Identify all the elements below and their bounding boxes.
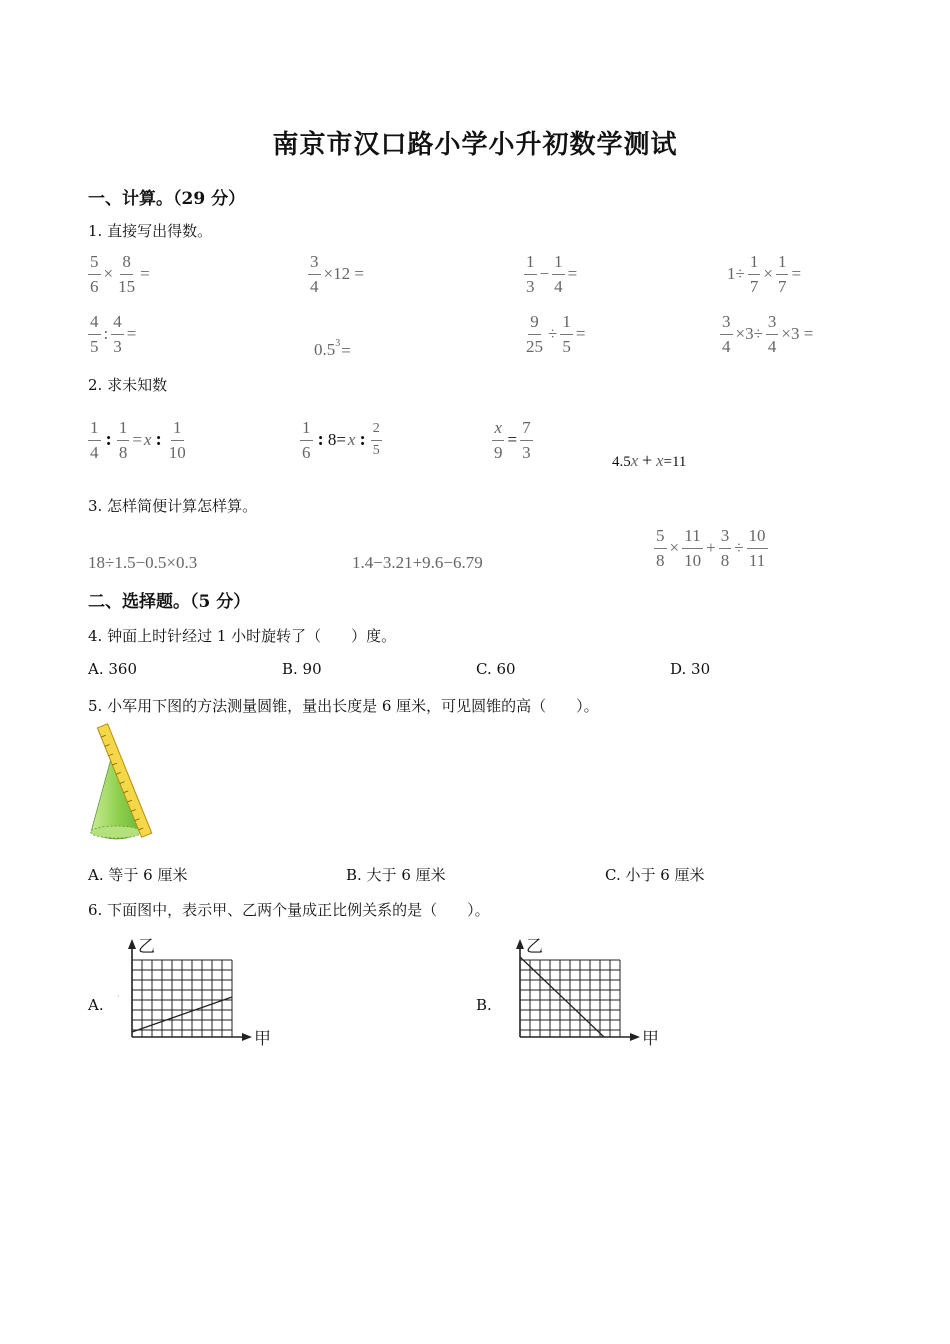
numerator: x [492,418,504,441]
q4-option-a[interactable]: A. 360 [88,660,137,678]
q4-option-c[interactable]: C. 60 [476,660,516,678]
x-axis-label: 甲 [254,1029,271,1048]
q1-expr-4 [726,252,802,296]
denominator: 4 [310,276,319,296]
operator: + [706,538,716,558]
denominator: 6 [302,442,311,462]
numerator: 4 [88,312,101,335]
operator: × [669,538,680,558]
section-2-heading: 二、选择题。（5 分） [88,592,251,612]
numerator: 1 [300,418,313,441]
equals: = [507,430,518,450]
cone-ruler-figure [86,722,166,848]
equals: = [126,324,137,344]
denominator: 5 [562,336,571,356]
denominator: 4 [722,336,731,356]
denominator: 5 [90,336,99,356]
unknown-x: x [143,430,152,450]
plus: + [642,450,653,470]
q1-prompt: 1. 直接写出得数。 [88,222,213,240]
equals: = [567,264,578,284]
operator: − [539,264,550,284]
q2-equation-2 [298,418,384,462]
q6-graph-a[interactable] [118,936,278,1048]
q1-expr-1 [86,252,151,296]
unknown-x: x [630,451,639,470]
denominator: 4 [90,442,99,462]
numerator: 1 [171,418,184,441]
denominator: 4 [554,276,563,296]
q6-prompt: 6. 下面图中，表示甲、乙两个量成正比例关系的是（ ）。 [88,901,490,919]
ratio-colon: : [359,429,366,451]
q2-equation-4 [612,450,686,471]
equals: = [140,264,150,284]
stray-tick-mark: ' [118,995,120,1002]
numerator: 9 [528,312,541,335]
unknown-x: x [347,430,356,450]
q3-expr-3 [652,526,770,570]
page-title: 南京市汉口路小学小升初数学测试 [272,130,678,160]
denominator: 5 [372,442,380,458]
y-arrow-icon [128,939,136,949]
q1-expr-8 [718,312,814,356]
numerator: 1 [560,312,573,335]
numerator: 5 [88,252,101,275]
ratio-colon: : [155,429,162,451]
q2-equation-1 [86,418,190,462]
numerator: 8 [120,252,133,275]
q3-expr-2: 1.4−3.21+9.6−6.79 [352,553,483,572]
q1-expr-6 [314,338,352,361]
numerator: 4 [111,312,124,335]
equals: = [791,264,802,284]
x-arrow-icon [242,1033,252,1041]
section-1-heading: 一、计算。（29 分） [88,189,246,209]
q3-prompt: 3. 怎样简便计算怎样算。 [88,497,258,515]
denominator: 11 [748,550,766,570]
numerator: 3 [766,312,779,335]
operator: 1÷ [727,264,745,284]
numerator: 11 [682,526,702,549]
numerator: 2 [371,421,382,440]
q2-prompt: 2. 求未知数 [88,376,168,394]
ratio-colon: : [317,429,324,451]
denominator: 7 [749,276,759,296]
q5-option-b[interactable]: B. 大于 6 厘米 [346,866,446,884]
unknown-x: x [655,451,664,470]
equals-value: =11 [663,454,687,470]
operator: × [103,264,114,284]
denominator: 15 [118,276,136,296]
denominator: 6 [90,276,99,296]
ratio-colon: : [105,429,112,451]
y-axis-label: 乙 [138,937,155,957]
operator: ×12 = [323,264,364,284]
numerator: 1 [117,418,130,441]
equals: = [132,430,142,450]
q4-option-d[interactable]: D. 30 [670,660,711,678]
denominator: 3 [522,442,531,462]
equals: = [341,341,351,361]
exponent: 3 [335,338,341,349]
q4-prompt: 4. 钟面上时针经过 1 小时旋转了（ ）度。 [88,627,397,645]
q1-expr-2 [306,252,365,296]
operator: ÷ [548,324,558,344]
operator: : [103,324,109,344]
y-arrow-icon [516,939,524,949]
numerator: 10 [747,526,768,549]
operator: ×3÷ [735,324,763,344]
q3-expr-1: 18÷1.5−0.5×0.3 [88,553,198,572]
operator: ×3 = [781,324,814,344]
x-axis-label: 甲 [642,1029,659,1048]
coefficient: 4.5 [612,454,631,470]
denominator: 4 [767,336,777,356]
denominator: 8 [118,442,128,462]
numerator: 7 [520,418,533,441]
cone-base [91,826,142,838]
operator: ÷ [734,538,744,558]
q6-option-a-label[interactable]: A. [88,996,104,1014]
q5-option-a[interactable]: A. 等于 6 厘米 [88,866,188,884]
operator: 8= [327,430,346,450]
denominator: 9 [494,442,503,462]
q5-prompt: 5. 小军用下图的方法测量圆锥，量出长度是 6 厘米，可见圆锥的高（ ）。 [88,697,599,715]
q1-expr-7 [522,312,586,356]
equals: = [575,324,586,344]
numerator: 3 [719,526,732,549]
numerator: 1 [524,252,537,275]
numerator: 1 [88,418,101,441]
y-axis-label: 乙 [526,937,543,957]
denominator: 10 [168,442,186,462]
numerator: 1 [552,252,565,275]
q6-graph-b[interactable] [506,936,666,1048]
q1-expr-3 [522,252,578,296]
q5-option-c[interactable]: C. 小于 6 厘米 [605,866,705,884]
q1-expr-5 [86,312,137,356]
operator: × [763,264,773,284]
x-arrow-icon [630,1033,640,1041]
q2-equation-3 [490,418,535,462]
denominator: 8 [720,550,730,570]
denominator: 25 [526,336,543,356]
q4-option-b[interactable]: B. 90 [282,660,322,678]
base: 0.5 [314,340,336,359]
q6-option-b-label[interactable]: B. [476,996,492,1014]
numerator: 5 [654,526,667,549]
denominator: 7 [777,276,787,296]
denominator: 3 [113,336,122,356]
denominator: 10 [684,550,702,570]
numerator: 1 [776,252,789,275]
numerator: 3 [308,252,321,275]
graph-line [520,957,604,1037]
numerator: 1 [748,252,761,275]
numerator: 3 [720,312,733,335]
denominator: 8 [656,550,665,570]
denominator: 3 [526,276,535,296]
